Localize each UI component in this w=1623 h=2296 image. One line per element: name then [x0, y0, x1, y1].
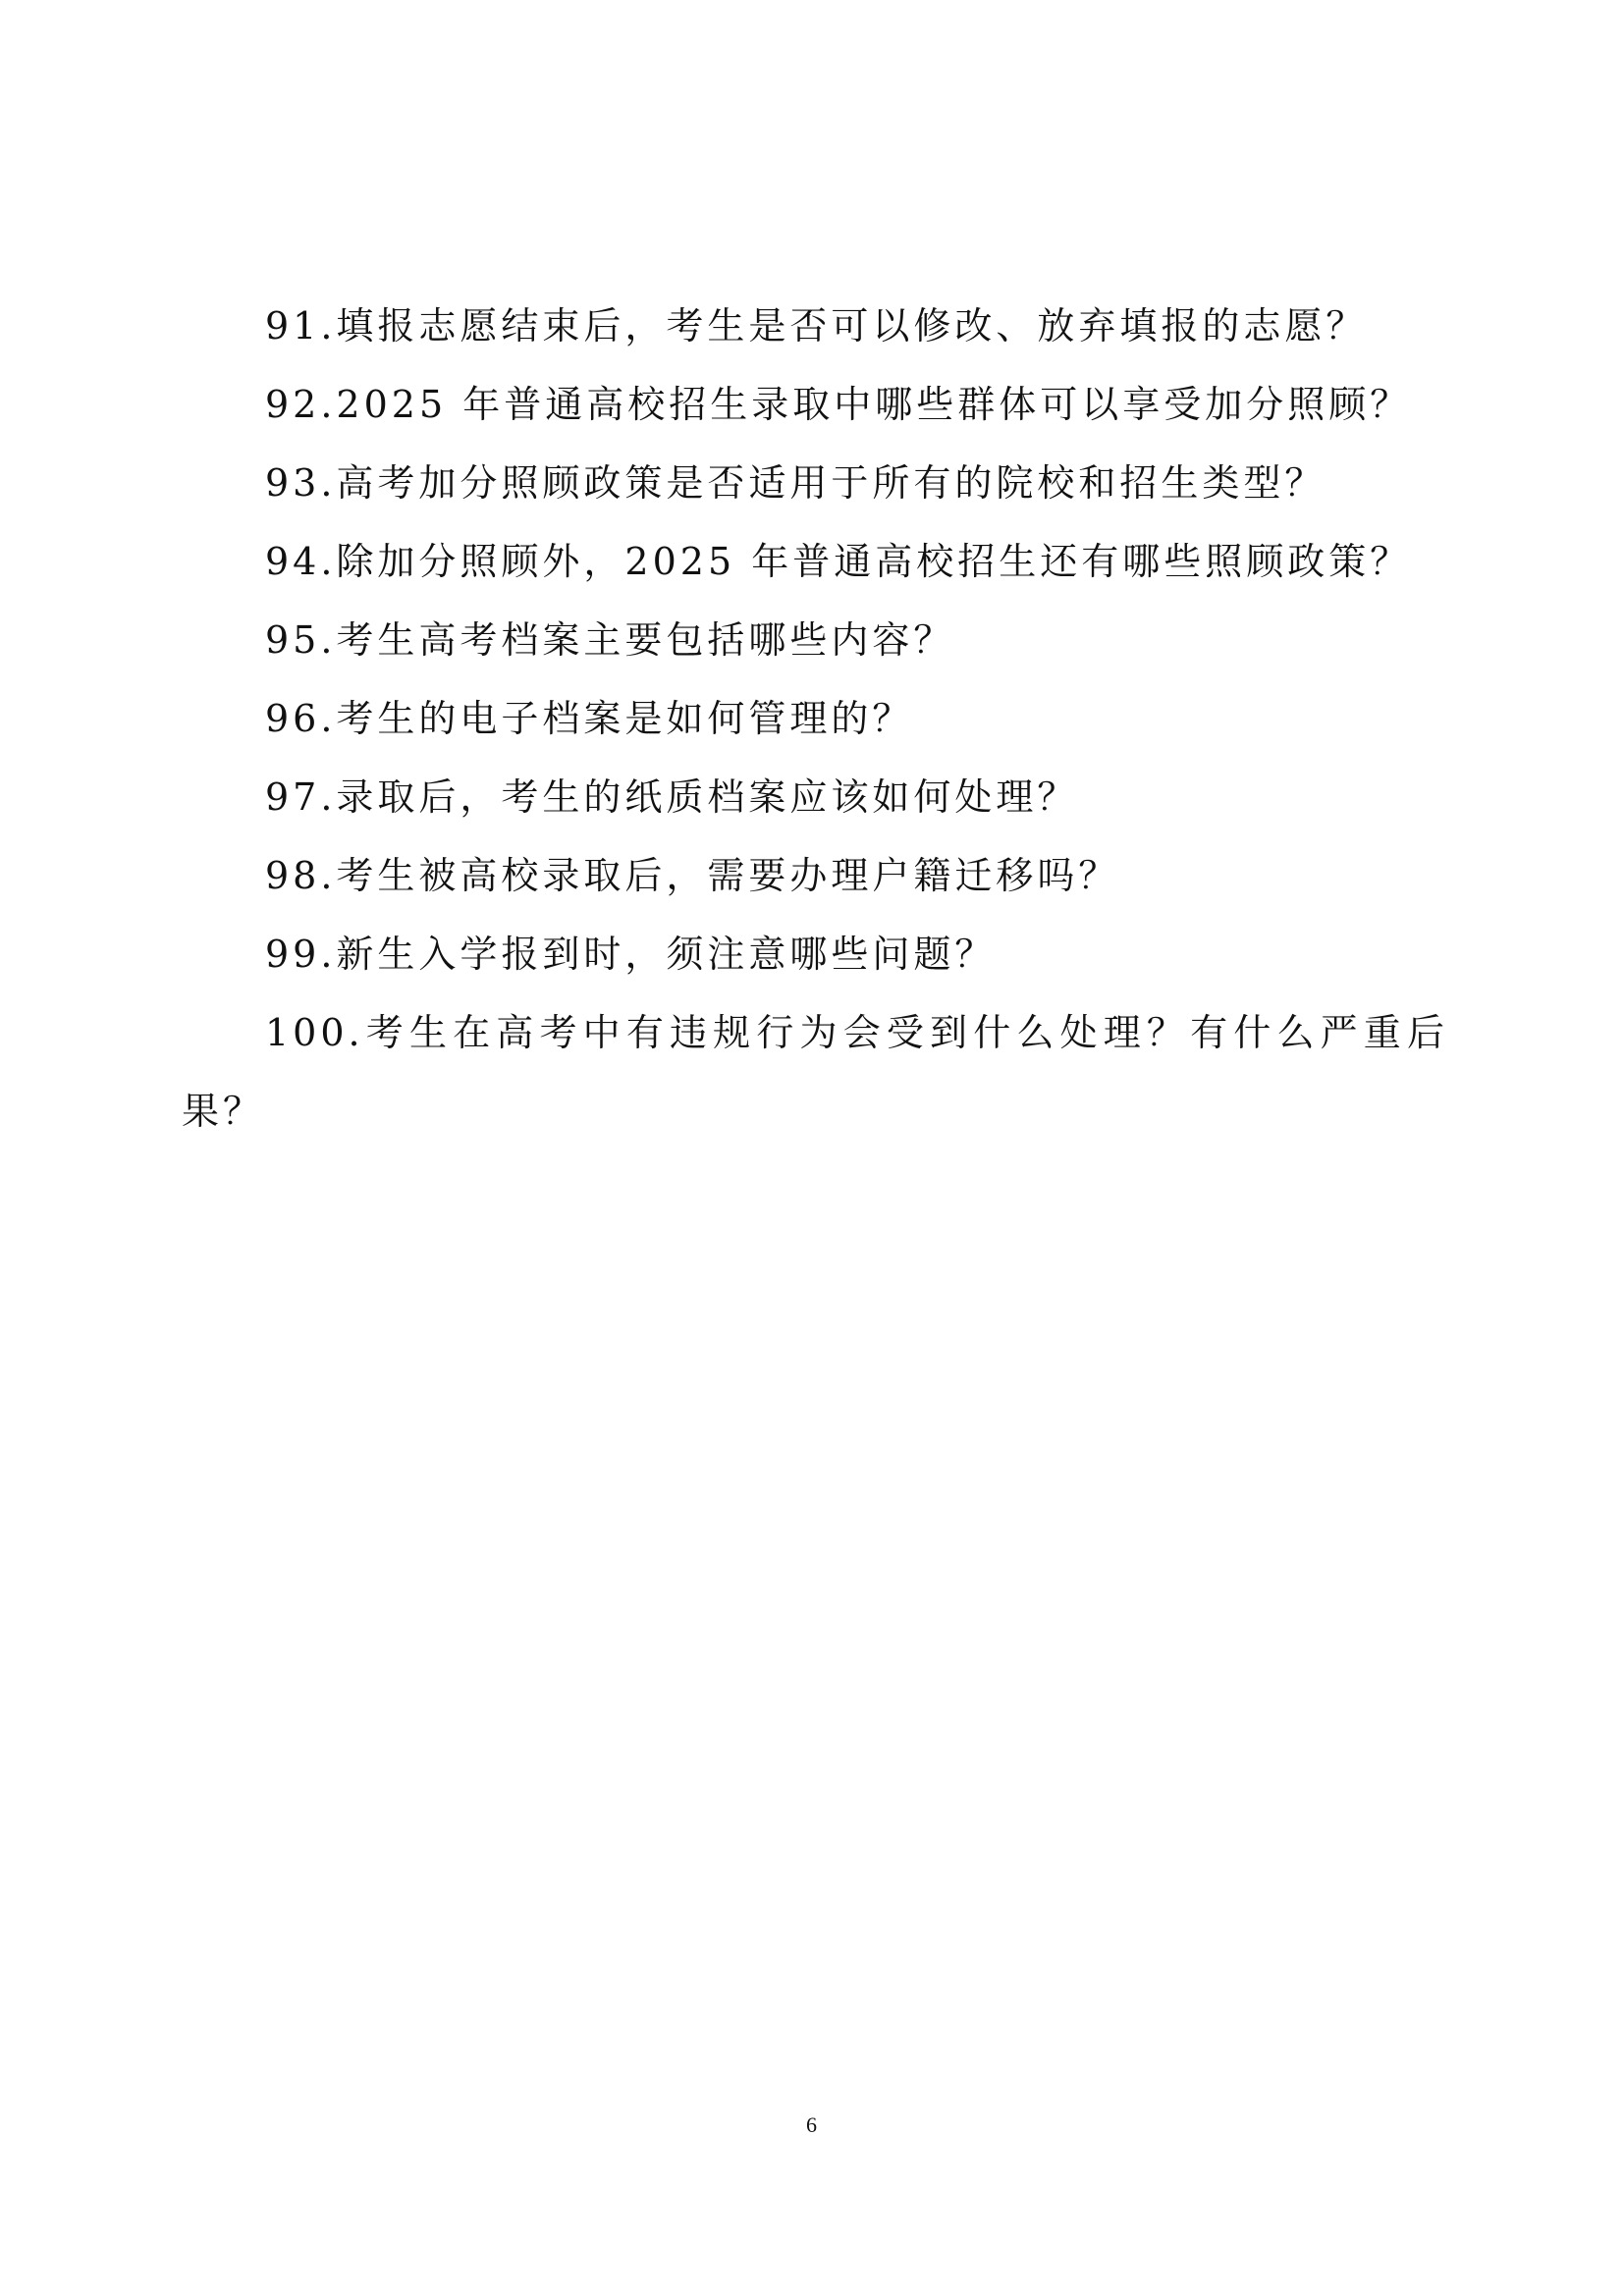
question-item: 99.新生入学报到时，须注意哪些问题？: [265, 933, 997, 976]
question-item: 97.录取后，考生的纸质档案应该如何处理？: [265, 775, 1079, 819]
question-item: 91.填报志愿结束后，考生是否可以修改、放弃填报的志愿？: [265, 304, 1368, 347]
question-item: 96.考生的电子档案是如何管理的？: [265, 697, 914, 740]
question-item: 94.除加分照顾外，2025 年普通高校招生还有哪些照顾政策？: [265, 540, 1412, 583]
question-item: 98.考生被高校录取后，需要办理户籍迁移吗？: [265, 854, 1120, 897]
question-item: 92.2025 年普通高校招生录取中哪些群体可以享受加分照顾？: [265, 383, 1412, 426]
page-number: 6: [806, 2112, 817, 2137]
question-item: 95.考生高考档案主要包括哪些内容？: [265, 618, 955, 662]
question-item: 93.高考加分照顾政策是否适用于所有的院校和招生类型？: [265, 461, 1326, 505]
question-item: 100.考生在高考中有违规行为会受到什么处理？有什么严重后果？: [182, 1011, 1448, 1133]
question-list: [182, 287, 1448, 1150]
